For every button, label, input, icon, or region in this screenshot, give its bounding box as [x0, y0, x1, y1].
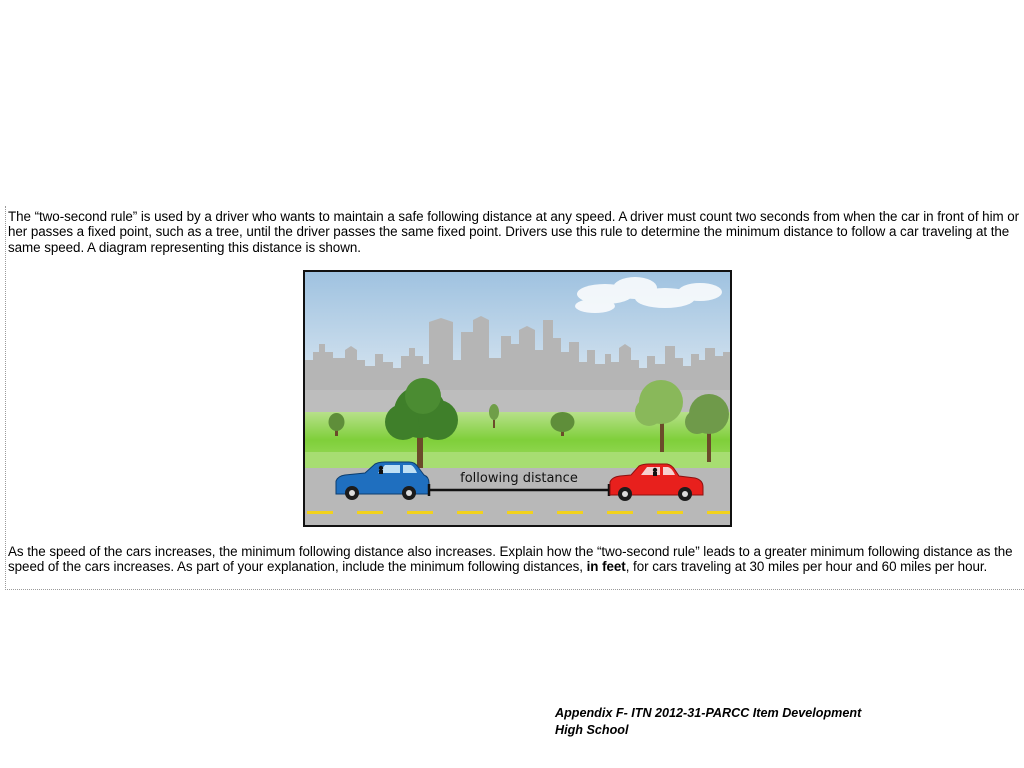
question-text-part-1: As the speed of the cars increases, the minimum following distance also increases. Explain how the “two-second rule” leads to a greater minimum following distance as the speed of the cars increases. As part of your explanation, include the minimum following distances,: [8, 544, 1013, 575]
footer-line-2: High School: [555, 723, 629, 737]
footer: [555, 705, 935, 739]
lane-markings: [307, 511, 730, 514]
question-text-part-2: , for cars traveling at 30 miles per hour and 60 miles per hour.: [625, 559, 988, 575]
problem-question-text: [8, 544, 1022, 575]
following-distance-label: following distance: [460, 471, 578, 486]
problem-intro-text: The “two-second rule” is used by a driver who wants to maintain a safe following distance at any speed. A driver must count two seconds from when the car in front of him or her passes a fixed point, such as a tree, until the driver passes the same fixed point. Drivers use this rule to determine the minimum distance to follow a car traveling at the same speed. A diagram representing this distance is shown.: [8, 209, 1020, 255]
following-distance-diagram: [303, 270, 732, 527]
footer-line-1: Appendix F- ITN 2012-31-PARCC Item Development: [555, 706, 862, 720]
question-bold-emphasis: in feet: [586, 559, 626, 575]
